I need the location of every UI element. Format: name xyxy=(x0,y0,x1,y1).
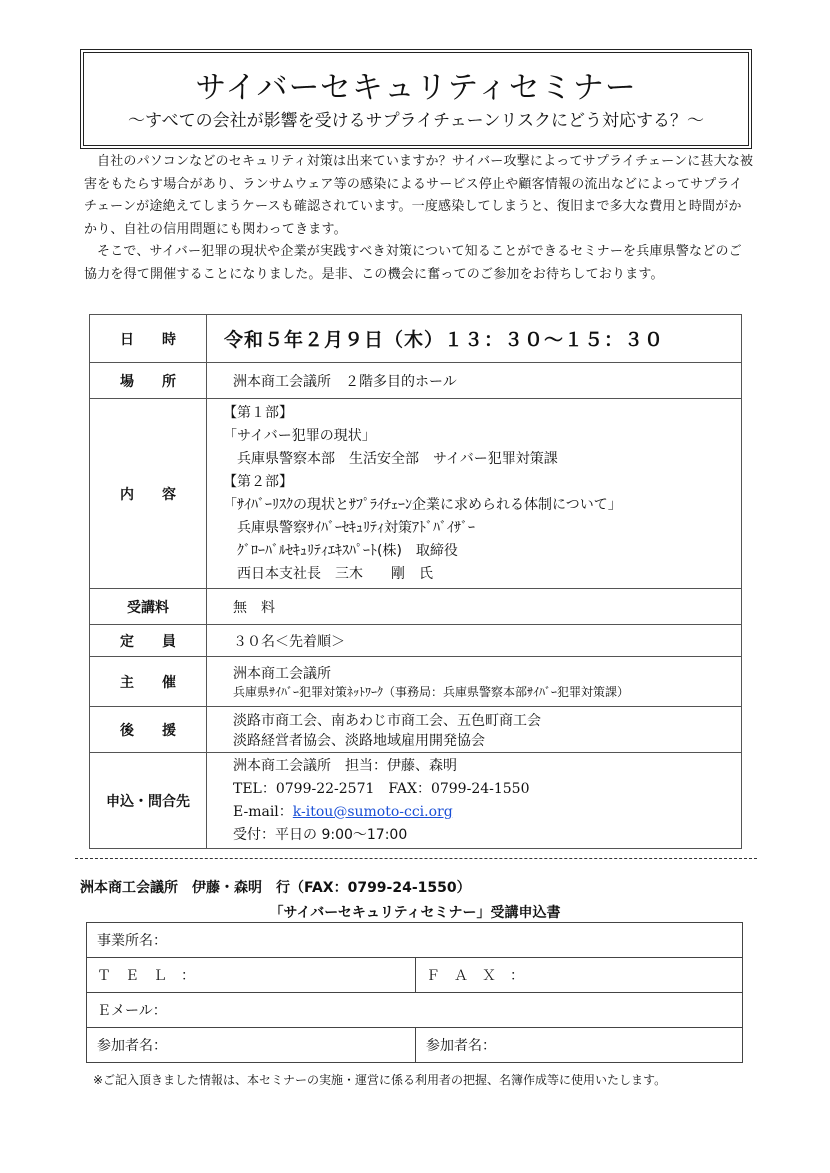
label-content: 内 容 xyxy=(90,399,207,589)
email-link[interactable]: k-itou@sumoto-cci.org xyxy=(292,803,453,820)
content-line: 「サイバー犯罪の現状」 xyxy=(223,427,376,444)
form-title: 「サイバーセキュリティセミナー」受講申込書 xyxy=(269,905,561,921)
value-capacity: ３０名＜先着順＞ xyxy=(207,625,742,657)
row-fee xyxy=(90,589,742,625)
content-line: 【第１部】 xyxy=(223,404,293,421)
content-line: 兵庫県警察ｻｲﾊﾞｰｾｷｭﾘﾃｨ対策ｱﾄﾞﾊﾞｲｻﾞｰ xyxy=(223,519,475,536)
intro-paragraph-2: そこで、サイバー犯罪の現状や企業が実践すべき対策について知ることができるセミナーを兵庫県警などのご協力を得て開催することになりました。是非、この機会に奮ってのご参加をお待ちしております。 xyxy=(84,244,742,282)
form-row-email xyxy=(87,993,743,1028)
contact-hours: 受付：平日の 9:00～17:00 xyxy=(233,826,408,843)
value-place: 洲本商工会議所 ２階多目的ホール xyxy=(207,363,742,399)
contact-line-1: 洲本商工会議所 担当：伊藤、森明 xyxy=(233,757,457,774)
content-line: 兵庫県警察本部 生活安全部 サイバー犯罪対策課 xyxy=(223,450,558,467)
row-place xyxy=(90,363,742,399)
label-fee: 受講料 xyxy=(90,589,207,625)
row-host xyxy=(90,657,742,707)
email-field[interactable]: Ｅメール： xyxy=(87,993,743,1028)
row-support xyxy=(90,707,742,753)
row-capacity xyxy=(90,625,742,657)
tel-field[interactable] xyxy=(87,958,416,993)
tel-label: ＴＥＬ： xyxy=(97,968,209,984)
host-line-2: 兵庫県ｻｲﾊﾞｰ犯罪対策ﾈｯﾄﾜｰｸ（事務局：兵庫県警察本部ｻｲﾊﾞｰ犯罪対策課） xyxy=(233,685,630,699)
content-line: 【第２部】 xyxy=(223,473,293,490)
support-line-2: 淡路経営者協会、淡路地域雇用開発協会 xyxy=(233,732,485,749)
privacy-note: ※ご記入頂きました情報は、本セミナーの実施・運営に係る利用者の把握、名簿作成等に使用いたします。 xyxy=(93,1073,667,1087)
fax-field[interactable] xyxy=(416,958,743,993)
value-support xyxy=(207,707,742,753)
contact-email-line xyxy=(233,801,741,824)
row-contact xyxy=(90,753,742,849)
page-subtitle: ～すべての会社が影響を受けるサプライチェーンリスクにどう対応する？～ xyxy=(128,111,704,131)
intro-text xyxy=(84,151,754,287)
contact-phone: TEL：0799-22-2571 FAX：0799-24-1550 xyxy=(233,780,530,797)
value-fee: 無 料 xyxy=(207,589,742,625)
value-datetime: 令和５年２月９日（木）１３：３０～１５：３０ xyxy=(207,315,742,363)
intro-paragraph-1: 自社のパソコンなどのセキュリティ対策は出来ていますか？サイバー攻撃によってサプライチェーンに甚大な被害をもたらす場合があり、ランサムウェア等の感染によるサービス停止や顧客情報の流出などによってサプライチェーンが途絶えてしまうケースも確認されています。一度感染してしまうと、復旧まで多大な費用と時間がかかり、自社の信用問題にも関わってきます。 xyxy=(84,154,754,237)
label-host: 主 催 xyxy=(90,657,207,707)
label-datetime: 日 時 xyxy=(90,315,207,363)
content-line: 「ｻｲﾊﾞｰﾘｽｸの現状とｻﾌﾟﾗｲﾁｪｰﾝ企業に求められる体制について」 xyxy=(223,496,622,513)
application-form xyxy=(86,922,743,1063)
support-line-1: 淡路市商工会、南あわじ市商工会、五色町商工会 xyxy=(233,712,541,729)
cut-line xyxy=(75,858,757,859)
value-contact xyxy=(207,753,742,849)
form-row-company xyxy=(87,923,743,958)
participant-field-2[interactable]: 参加者名： xyxy=(416,1028,743,1063)
content-line: ｸﾞﾛｰﾊﾞﾙｾｷｭﾘﾃｨｴｷｽﾊﾟｰﾄ(株) 取締役 xyxy=(223,542,458,559)
page-title: サイバーセキュリティセミナー xyxy=(195,70,637,106)
label-place: 場 所 xyxy=(90,363,207,399)
label-capacity: 定 員 xyxy=(90,625,207,657)
form-row-participants xyxy=(87,1028,743,1063)
value-content xyxy=(207,399,742,589)
fax-label: ＦＡＸ： xyxy=(426,968,538,984)
label-contact: 申込・問合先 xyxy=(90,753,207,849)
email-prefix: E-mail： xyxy=(233,803,293,820)
value-host xyxy=(207,657,742,707)
host-line-1: 洲本商工会議所 xyxy=(233,666,331,682)
form-row-contact xyxy=(87,958,743,993)
content-line: 西日本支社長 三木 剛 氏 xyxy=(223,565,433,582)
fax-recipient: 洲本商工会議所 伊藤・森明 行（FAX：0799-24-1550） xyxy=(80,880,471,896)
company-field[interactable]: 事業所名： xyxy=(87,923,743,958)
seminar-info-table xyxy=(89,314,742,849)
participant-field-1[interactable]: 参加者名： xyxy=(87,1028,416,1063)
row-content xyxy=(90,399,742,589)
label-support: 後 援 xyxy=(90,707,207,753)
title-box xyxy=(80,49,752,149)
row-datetime xyxy=(90,315,742,363)
